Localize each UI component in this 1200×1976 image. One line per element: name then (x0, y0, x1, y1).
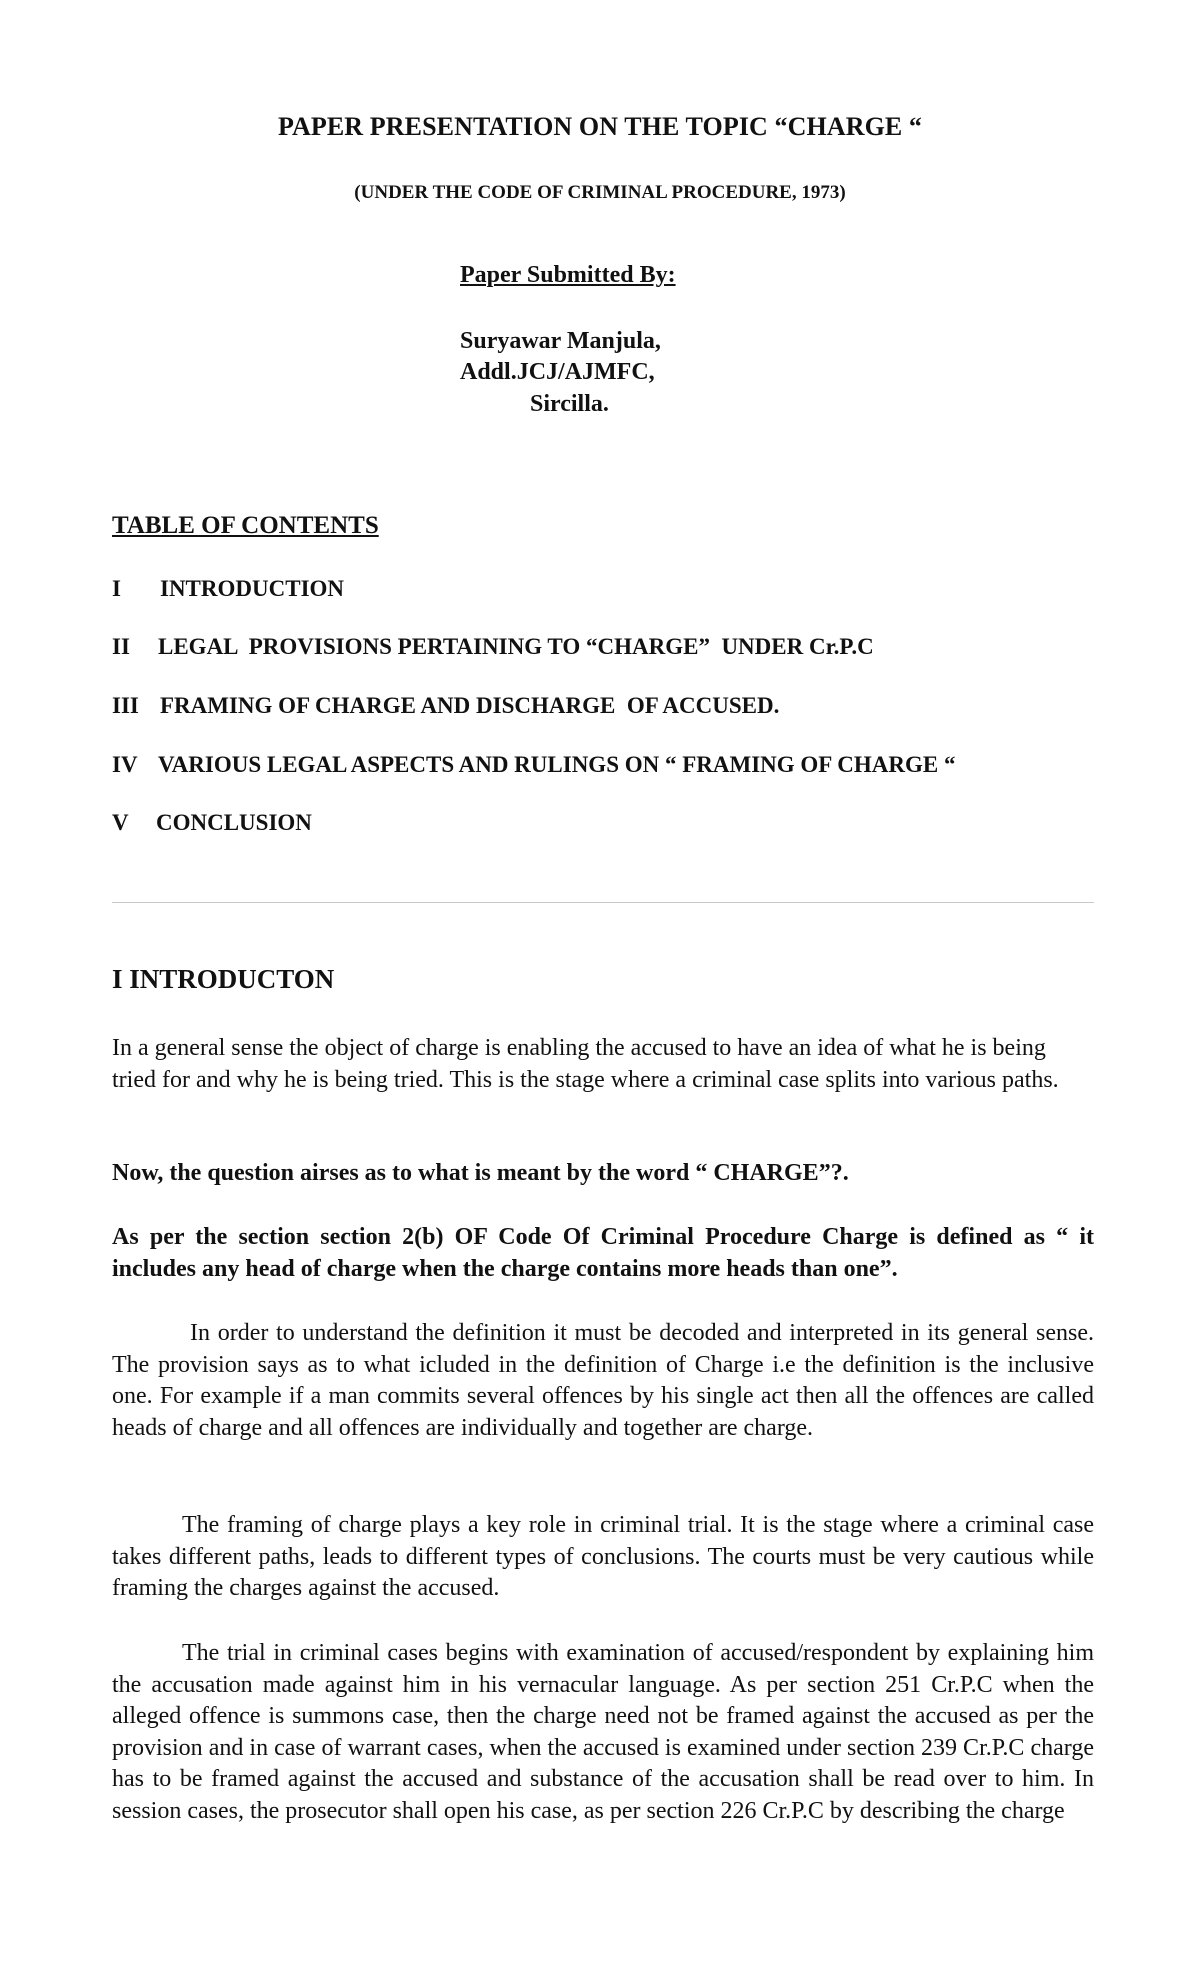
paragraph-definition: As per the section section 2(b) OF Code Of Criminal Procedure Charge is defined as “ it includes any head of charge when the charge contains more heads than one”. (112, 1224, 1094, 1282)
toc-item (112, 634, 874, 660)
document-title: PAPER PRESENTATION ON THE TOPIC “CHARGE “ (277, 112, 923, 141)
toc-item (112, 693, 779, 719)
section-divider (112, 902, 1094, 903)
section-heading: I INTRODUCTON (112, 964, 335, 994)
toc-item-label: CONCLUSION (156, 810, 312, 835)
toc-item (112, 810, 312, 836)
paragraph-question: Now, the question airses as to what is meant by the word “ CHARGE”?. (112, 1160, 849, 1186)
toc-item-label: FRAMING OF CHARGE AND DISCHARGE OF ACCUSED. (160, 693, 780, 718)
toc-item-label: LEGAL PROVISIONS PERTAINING TO “CHARGE” UNDER Cr.P.C (158, 634, 874, 659)
toc-item-number: II (112, 634, 130, 659)
toc-item-number: V (112, 810, 129, 835)
paragraph: In order to understand the definition it must be decoded and interpreted in its general sense. The provision says as to what icluded in the definition of Charge i.e the definition is the inclusive one. For example if a man commits several offences by his single act then all the offences are called heads of charge and all offences are individually and together are charge. (112, 1320, 1094, 1441)
toc-item (112, 752, 955, 778)
toc-item-number: III (112, 693, 139, 718)
author-name: Suryawar Manjula, (460, 328, 661, 354)
author-place: Sircilla. (530, 391, 609, 417)
document-subtitle: (UNDER THE CODE OF CRIMINAL PROCEDURE, 1973) (354, 182, 846, 203)
toc-heading: TABLE OF CONTENTS (112, 512, 379, 539)
paragraph: In a general sense the object of charge is enabling the accused to have an idea of what he is being tried for and why he is being tried. This is the stage where a criminal case splits into various paths. (112, 1035, 1059, 1093)
toc-item-number: I (112, 576, 121, 601)
toc-item (112, 576, 344, 602)
toc-item-number: IV (112, 752, 138, 777)
toc-item-label: VARIOUS LEGAL ASPECTS AND RULINGS ON “ FRAMING OF CHARGE “ (158, 752, 956, 777)
toc-item-label: INTRODUCTION (160, 576, 345, 601)
paragraph: The trial in criminal cases begins with examination of accused/respondent by explaining him the accusation made against him in his vernacular language. As per section 251 Cr.P.C when the alleged offence is summons case, then the charge need not be framed against the accused as per the provision and in case of warrant cases, when the accused is examined under section 239 Cr.P.C charge has to be framed against the accused and substance of the accusation shall be read over to him. In session cases, the prosecutor shall open his case, as per section 226 Cr.P.C by describing the charge (112, 1640, 1094, 1824)
submitted-by-label: Paper Submitted By: (460, 262, 676, 288)
paragraph: The framing of charge plays a key role in criminal trial. It is the stage where a criminal case takes different paths, leads to different types of conclusions. The courts must be very cautious while framing the charges against the accused. (112, 1512, 1094, 1602)
author-designation: Addl.JCJ/AJMFC, (460, 359, 655, 385)
